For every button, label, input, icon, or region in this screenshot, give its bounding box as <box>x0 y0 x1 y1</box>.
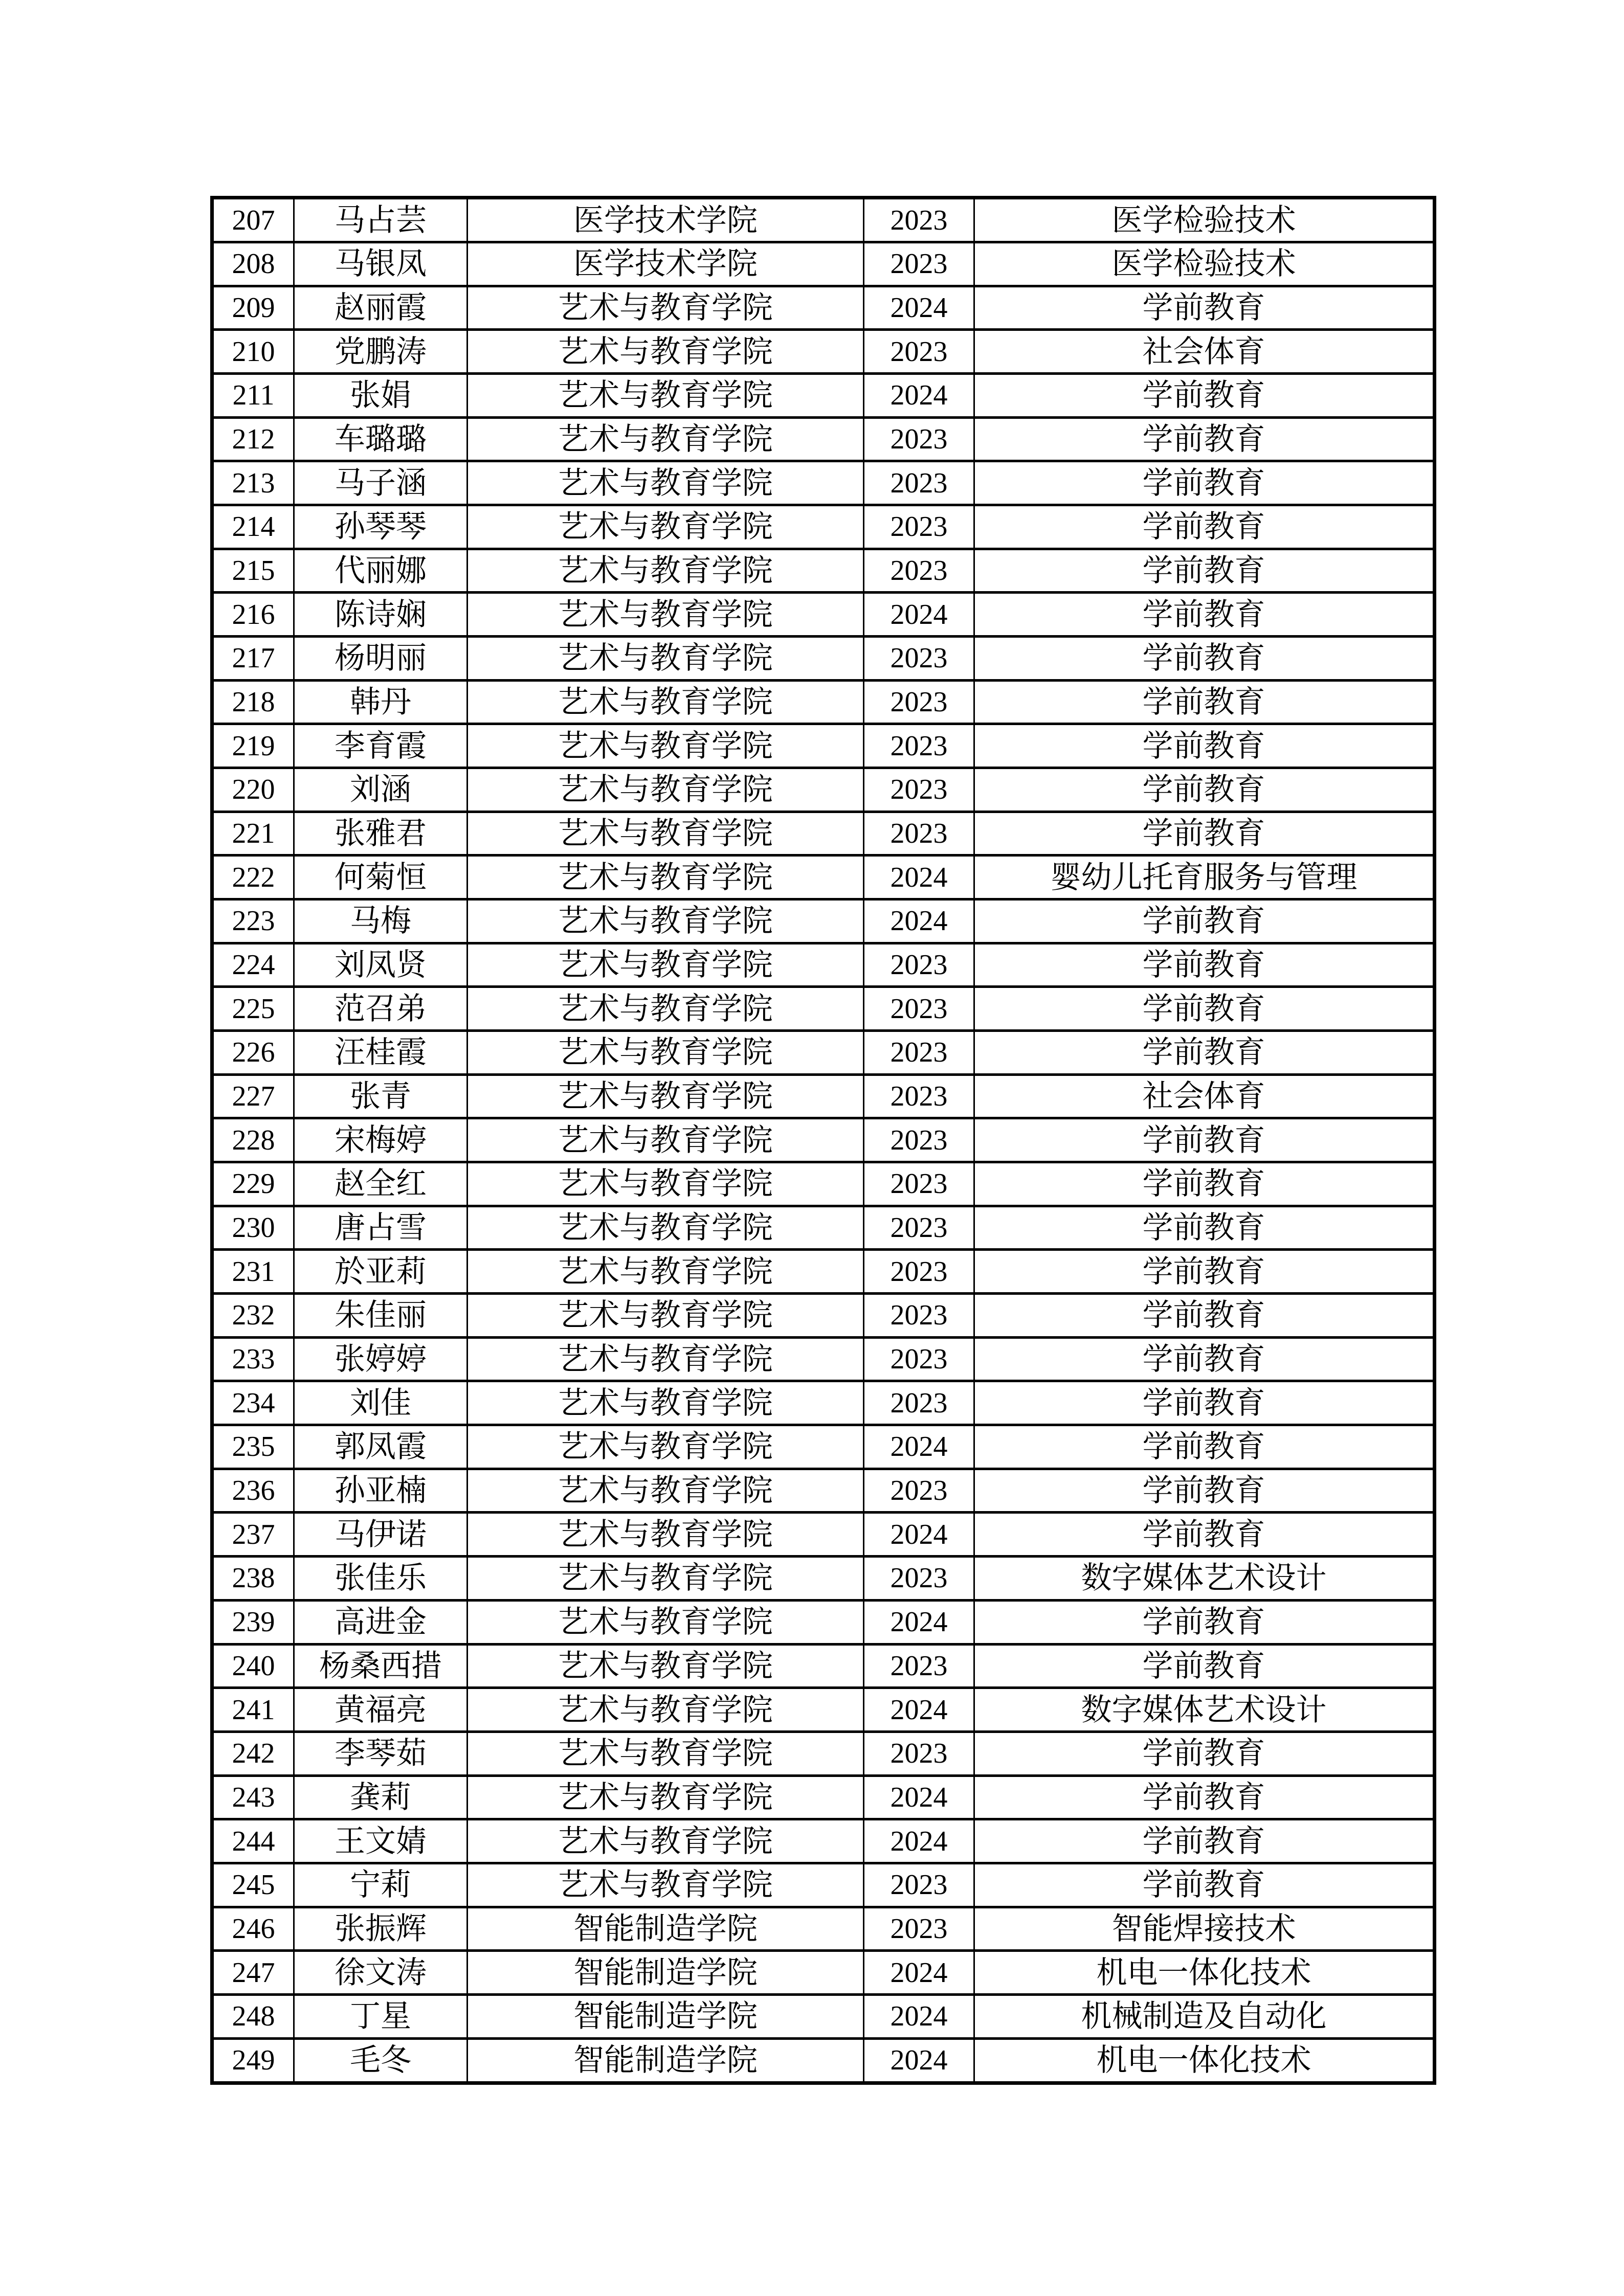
enrollment-year-cell: 2023 <box>864 1250 974 1294</box>
table-row <box>212 1994 1435 2038</box>
table-row <box>212 680 1435 724</box>
student-name-cell: 张振辉 <box>294 1907 468 1951</box>
major-cell: 学前教育 <box>974 461 1435 505</box>
major-cell: 医学检验技术 <box>974 198 1435 242</box>
college-cell: 艺术与教育学院 <box>468 637 864 681</box>
table-row <box>212 812 1435 856</box>
college-cell: 智能制造学院 <box>468 1907 864 1951</box>
major-cell: 学前教育 <box>974 505 1435 549</box>
table-row <box>212 417 1435 461</box>
row-number-cell: 216 <box>212 593 294 637</box>
table-row <box>212 1337 1435 1381</box>
college-cell: 艺术与教育学院 <box>468 417 864 461</box>
row-number-cell: 238 <box>212 1557 294 1601</box>
major-cell: 学前教育 <box>974 1513 1435 1557</box>
major-cell: 学前教育 <box>974 724 1435 768</box>
row-number-cell: 242 <box>212 1731 294 1775</box>
table-row <box>212 1731 1435 1775</box>
college-cell: 艺术与教育学院 <box>468 1731 864 1775</box>
table-row <box>212 593 1435 637</box>
row-number-cell: 225 <box>212 987 294 1031</box>
major-cell: 学前教育 <box>974 1206 1435 1250</box>
table-row <box>212 330 1435 374</box>
row-number-cell: 246 <box>212 1907 294 1951</box>
student-name-cell: 高进金 <box>294 1600 468 1644</box>
row-number-cell: 230 <box>212 1206 294 1250</box>
row-number-cell: 224 <box>212 943 294 987</box>
student-name-cell: 陈诗娴 <box>294 593 468 637</box>
college-cell: 艺术与教育学院 <box>468 724 864 768</box>
row-number-cell: 223 <box>212 899 294 943</box>
student-name-cell: 车璐璐 <box>294 417 468 461</box>
college-cell: 艺术与教育学院 <box>468 1557 864 1601</box>
enrollment-year-cell: 2023 <box>864 505 974 549</box>
college-cell: 艺术与教育学院 <box>468 1074 864 1118</box>
table-row <box>212 1863 1435 1907</box>
enrollment-year-cell: 2023 <box>864 680 974 724</box>
table-row <box>212 374 1435 418</box>
table-row <box>212 1206 1435 1250</box>
college-cell: 艺术与教育学院 <box>468 1118 864 1162</box>
major-cell: 社会体育 <box>974 330 1435 374</box>
major-cell: 学前教育 <box>974 1731 1435 1775</box>
enrollment-year-cell: 2023 <box>864 417 974 461</box>
college-cell: 艺术与教育学院 <box>468 1162 864 1206</box>
enrollment-year-cell: 2024 <box>864 1775 974 1819</box>
table-row <box>212 2038 1435 2083</box>
enrollment-year-cell: 2023 <box>864 1294 974 1338</box>
enrollment-year-cell: 2023 <box>864 1337 974 1381</box>
enrollment-year-cell: 2024 <box>864 856 974 899</box>
major-cell: 学前教育 <box>974 812 1435 856</box>
college-cell: 艺术与教育学院 <box>468 899 864 943</box>
college-cell: 艺术与教育学院 <box>468 1381 864 1425</box>
enrollment-year-cell: 2023 <box>864 1731 974 1775</box>
row-number-cell: 211 <box>212 374 294 418</box>
row-number-cell: 239 <box>212 1600 294 1644</box>
college-cell: 艺术与教育学院 <box>468 286 864 330</box>
student-name-cell: 王文婧 <box>294 1819 468 1863</box>
table-row <box>212 505 1435 549</box>
college-cell: 艺术与教育学院 <box>468 1513 864 1557</box>
student-name-cell: 张雅君 <box>294 812 468 856</box>
college-cell: 智能制造学院 <box>468 1994 864 2038</box>
student-name-cell: 马伊诺 <box>294 1513 468 1557</box>
major-cell: 社会体育 <box>974 1074 1435 1118</box>
college-cell: 艺术与教育学院 <box>468 461 864 505</box>
college-cell: 艺术与教育学院 <box>468 1294 864 1338</box>
row-number-cell: 214 <box>212 505 294 549</box>
major-cell: 学前教育 <box>974 1819 1435 1863</box>
college-cell: 艺术与教育学院 <box>468 1469 864 1513</box>
student-name-cell: 龚莉 <box>294 1775 468 1819</box>
table-row <box>212 1644 1435 1688</box>
row-number-cell: 219 <box>212 724 294 768</box>
college-cell: 艺术与教育学院 <box>468 549 864 593</box>
major-cell: 学前教育 <box>974 1644 1435 1688</box>
college-cell: 艺术与教育学院 <box>468 505 864 549</box>
enrollment-year-cell: 2024 <box>864 1425 974 1469</box>
major-cell: 智能焊接技术 <box>974 1907 1435 1951</box>
row-number-cell: 221 <box>212 812 294 856</box>
student-name-cell: 丁星 <box>294 1994 468 2038</box>
student-name-cell: 宋梅婷 <box>294 1118 468 1162</box>
student-name-cell: 宁莉 <box>294 1863 468 1907</box>
table-row <box>212 1600 1435 1644</box>
table-row <box>212 1469 1435 1513</box>
table-row <box>212 987 1435 1031</box>
enrollment-year-cell: 2024 <box>864 1600 974 1644</box>
major-cell: 学前教育 <box>974 899 1435 943</box>
student-name-cell: 朱佳丽 <box>294 1294 468 1338</box>
row-number-cell: 243 <box>212 1775 294 1819</box>
college-cell: 医学技术学院 <box>468 198 864 242</box>
row-number-cell: 233 <box>212 1337 294 1381</box>
enrollment-year-cell: 2023 <box>864 198 974 242</box>
row-number-cell: 228 <box>212 1118 294 1162</box>
major-cell: 医学检验技术 <box>974 242 1435 286</box>
college-cell: 艺术与教育学院 <box>468 1819 864 1863</box>
college-cell: 艺术与教育学院 <box>468 1644 864 1688</box>
enrollment-year-cell: 2024 <box>864 1994 974 2038</box>
major-cell: 婴幼儿托育服务与管理 <box>974 856 1435 899</box>
student-name-cell: 李琴茹 <box>294 1731 468 1775</box>
college-cell: 智能制造学院 <box>468 2038 864 2083</box>
college-cell: 艺术与教育学院 <box>468 768 864 812</box>
major-cell: 学前教育 <box>974 286 1435 330</box>
row-number-cell: 231 <box>212 1250 294 1294</box>
major-cell: 数字媒体艺术设计 <box>974 1688 1435 1732</box>
student-name-cell: 唐占雪 <box>294 1206 468 1250</box>
student-name-cell: 马梅 <box>294 899 468 943</box>
major-cell: 机械制造及自动化 <box>974 1994 1435 2038</box>
row-number-cell: 207 <box>212 198 294 242</box>
college-cell: 艺术与教育学院 <box>468 1031 864 1075</box>
row-number-cell: 212 <box>212 417 294 461</box>
college-cell: 艺术与教育学院 <box>468 1206 864 1250</box>
major-cell: 学前教育 <box>974 637 1435 681</box>
row-number-cell: 248 <box>212 1994 294 2038</box>
major-cell: 学前教育 <box>974 1775 1435 1819</box>
enrollment-year-cell: 2023 <box>864 768 974 812</box>
enrollment-year-cell: 2023 <box>864 1644 974 1688</box>
table-row <box>212 1162 1435 1206</box>
student-name-cell: 刘涵 <box>294 768 468 812</box>
major-cell: 学前教育 <box>974 1031 1435 1075</box>
student-table-body <box>212 198 1435 2083</box>
college-cell: 艺术与教育学院 <box>468 1863 864 1907</box>
enrollment-year-cell: 2024 <box>864 593 974 637</box>
table-row <box>212 1819 1435 1863</box>
enrollment-year-cell: 2023 <box>864 943 974 987</box>
student-name-cell: 徐文涛 <box>294 1951 468 1995</box>
student-name-cell: 赵丽霞 <box>294 286 468 330</box>
enrollment-year-cell: 2023 <box>864 1863 974 1907</box>
row-number-cell: 227 <box>212 1074 294 1118</box>
table-row <box>212 1250 1435 1294</box>
table-row <box>212 1118 1435 1162</box>
college-cell: 艺术与教育学院 <box>468 856 864 899</box>
row-number-cell: 208 <box>212 242 294 286</box>
row-number-cell: 241 <box>212 1688 294 1732</box>
student-name-cell: 刘佳 <box>294 1381 468 1425</box>
student-name-cell: 於亚莉 <box>294 1250 468 1294</box>
table-row <box>212 1381 1435 1425</box>
student-name-cell: 刘凤贤 <box>294 943 468 987</box>
major-cell: 学前教育 <box>974 680 1435 724</box>
college-cell: 艺术与教育学院 <box>468 1250 864 1294</box>
row-number-cell: 236 <box>212 1469 294 1513</box>
row-number-cell: 220 <box>212 768 294 812</box>
row-number-cell: 232 <box>212 1294 294 1338</box>
college-cell: 艺术与教育学院 <box>468 943 864 987</box>
enrollment-year-cell: 2023 <box>864 461 974 505</box>
enrollment-year-cell: 2023 <box>864 1557 974 1601</box>
enrollment-year-cell: 2024 <box>864 286 974 330</box>
student-name-cell: 党鹏涛 <box>294 330 468 374</box>
enrollment-year-cell: 2023 <box>864 330 974 374</box>
row-number-cell: 237 <box>212 1513 294 1557</box>
table-row <box>212 286 1435 330</box>
enrollment-year-cell: 2023 <box>864 637 974 681</box>
row-number-cell: 229 <box>212 1162 294 1206</box>
row-number-cell: 244 <box>212 1819 294 1863</box>
student-name-cell: 马占芸 <box>294 198 468 242</box>
table-row <box>212 899 1435 943</box>
enrollment-year-cell: 2023 <box>864 812 974 856</box>
major-cell: 机电一体化技术 <box>974 1951 1435 1995</box>
enrollment-year-cell: 2024 <box>864 1688 974 1732</box>
student-name-cell: 范召弟 <box>294 987 468 1031</box>
table-row <box>212 943 1435 987</box>
row-number-cell: 235 <box>212 1425 294 1469</box>
college-cell: 艺术与教育学院 <box>468 374 864 418</box>
major-cell: 学前教育 <box>974 1469 1435 1513</box>
major-cell: 学前教育 <box>974 1600 1435 1644</box>
table-row <box>212 1907 1435 1951</box>
college-cell: 艺术与教育学院 <box>468 593 864 637</box>
row-number-cell: 217 <box>212 637 294 681</box>
enrollment-year-cell: 2023 <box>864 1206 974 1250</box>
student-name-cell: 马银凤 <box>294 242 468 286</box>
row-number-cell: 226 <box>212 1031 294 1075</box>
row-number-cell: 249 <box>212 2038 294 2083</box>
row-number-cell: 213 <box>212 461 294 505</box>
row-number-cell: 240 <box>212 1644 294 1688</box>
student-name-cell: 毛冬 <box>294 2038 468 2083</box>
college-cell: 艺术与教育学院 <box>468 1337 864 1381</box>
major-cell: 学前教育 <box>974 1337 1435 1381</box>
table-row <box>212 549 1435 593</box>
college-cell: 艺术与教育学院 <box>468 680 864 724</box>
row-number-cell: 210 <box>212 330 294 374</box>
student-name-cell: 何菊恒 <box>294 856 468 899</box>
major-cell: 学前教育 <box>974 1381 1435 1425</box>
student-name-cell: 韩丹 <box>294 680 468 724</box>
student-name-cell: 张青 <box>294 1074 468 1118</box>
college-cell: 艺术与教育学院 <box>468 330 864 374</box>
student-name-cell: 李育霞 <box>294 724 468 768</box>
enrollment-year-cell: 2024 <box>864 2038 974 2083</box>
major-cell: 学前教育 <box>974 987 1435 1031</box>
enrollment-year-cell: 2023 <box>864 549 974 593</box>
row-number-cell: 209 <box>212 286 294 330</box>
college-cell: 艺术与教育学院 <box>468 812 864 856</box>
enrollment-year-cell: 2023 <box>864 1118 974 1162</box>
table-row <box>212 242 1435 286</box>
student-name-cell: 张婷婷 <box>294 1337 468 1381</box>
student-name-cell: 代丽娜 <box>294 549 468 593</box>
enrollment-year-cell: 2024 <box>864 1951 974 1995</box>
table-row <box>212 637 1435 681</box>
major-cell: 学前教育 <box>974 1294 1435 1338</box>
enrollment-year-cell: 2023 <box>864 987 974 1031</box>
major-cell: 学前教育 <box>974 417 1435 461</box>
enrollment-year-cell: 2024 <box>864 1819 974 1863</box>
enrollment-year-cell: 2023 <box>864 724 974 768</box>
student-name-cell: 杨明丽 <box>294 637 468 681</box>
table-row <box>212 1557 1435 1601</box>
college-cell: 智能制造学院 <box>468 1951 864 1995</box>
enrollment-year-cell: 2024 <box>864 1513 974 1557</box>
major-cell: 学前教育 <box>974 1162 1435 1206</box>
enrollment-year-cell: 2023 <box>864 1381 974 1425</box>
table-row <box>212 1425 1435 1469</box>
student-name-cell: 张娟 <box>294 374 468 418</box>
row-number-cell: 245 <box>212 1863 294 1907</box>
table-row <box>212 724 1435 768</box>
college-cell: 艺术与教育学院 <box>468 1775 864 1819</box>
table-row <box>212 198 1435 242</box>
enrollment-year-cell: 2023 <box>864 1074 974 1118</box>
college-cell: 艺术与教育学院 <box>468 1600 864 1644</box>
table-row <box>212 1031 1435 1075</box>
student-name-cell: 马子涵 <box>294 461 468 505</box>
table-row <box>212 1074 1435 1118</box>
student-name-cell: 汪桂霞 <box>294 1031 468 1075</box>
row-number-cell: 234 <box>212 1381 294 1425</box>
student-name-cell: 孙亚楠 <box>294 1469 468 1513</box>
table-row <box>212 1294 1435 1338</box>
college-cell: 艺术与教育学院 <box>468 1425 864 1469</box>
enrollment-year-cell: 2023 <box>864 242 974 286</box>
major-cell: 学前教育 <box>974 943 1435 987</box>
enrollment-year-cell: 2023 <box>864 1031 974 1075</box>
table-row <box>212 768 1435 812</box>
student-roster-table <box>210 196 1436 2085</box>
student-name-cell: 黄福亮 <box>294 1688 468 1732</box>
table-row <box>212 1775 1435 1819</box>
student-name-cell: 张佳乐 <box>294 1557 468 1601</box>
student-name-cell: 郭凤霞 <box>294 1425 468 1469</box>
college-cell: 艺术与教育学院 <box>468 987 864 1031</box>
table-row <box>212 1951 1435 1995</box>
row-number-cell: 247 <box>212 1951 294 1995</box>
row-number-cell: 215 <box>212 549 294 593</box>
college-cell: 艺术与教育学院 <box>468 1688 864 1732</box>
enrollment-year-cell: 2023 <box>864 1162 974 1206</box>
student-name-cell: 杨桑西措 <box>294 1644 468 1688</box>
major-cell: 学前教育 <box>974 1118 1435 1162</box>
major-cell: 学前教育 <box>974 1863 1435 1907</box>
enrollment-year-cell: 2024 <box>864 374 974 418</box>
major-cell: 学前教育 <box>974 768 1435 812</box>
table-row <box>212 856 1435 899</box>
major-cell: 机电一体化技术 <box>974 2038 1435 2083</box>
enrollment-year-cell: 2023 <box>864 1469 974 1513</box>
table-row <box>212 1513 1435 1557</box>
major-cell: 数字媒体艺术设计 <box>974 1557 1435 1601</box>
major-cell: 学前教育 <box>974 1250 1435 1294</box>
major-cell: 学前教育 <box>974 593 1435 637</box>
row-number-cell: 218 <box>212 680 294 724</box>
enrollment-year-cell: 2023 <box>864 1907 974 1951</box>
college-cell: 医学技术学院 <box>468 242 864 286</box>
major-cell: 学前教育 <box>974 1425 1435 1469</box>
enrollment-year-cell: 2024 <box>864 899 974 943</box>
major-cell: 学前教育 <box>974 374 1435 418</box>
table-row <box>212 461 1435 505</box>
student-name-cell: 赵全红 <box>294 1162 468 1206</box>
student-name-cell: 孙琴琴 <box>294 505 468 549</box>
row-number-cell: 222 <box>212 856 294 899</box>
table-row <box>212 1688 1435 1732</box>
major-cell: 学前教育 <box>974 549 1435 593</box>
